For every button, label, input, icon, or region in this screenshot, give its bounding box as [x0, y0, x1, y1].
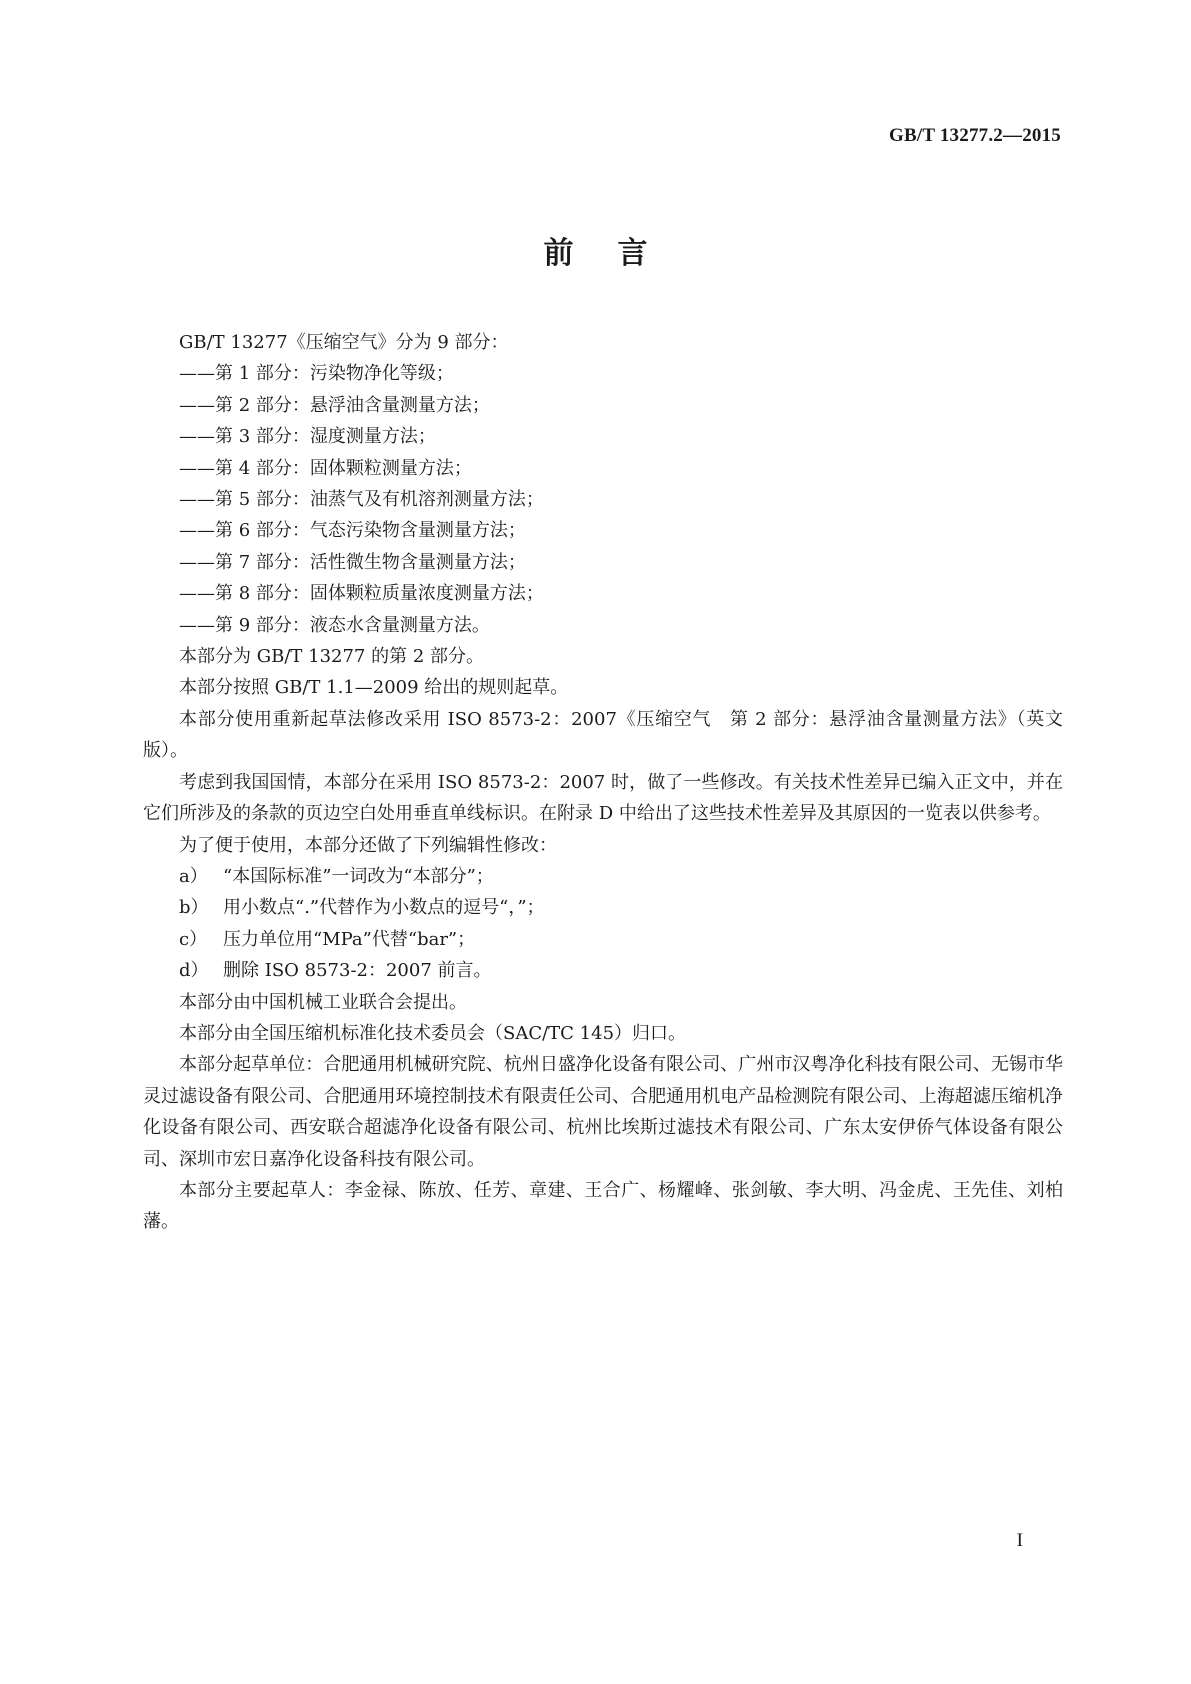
list-marker: a）: [179, 865, 208, 887]
list-item: ——第 9 部分：液态水含量测量方法。: [179, 614, 490, 636]
standard-number: GB/T 13277.2—2015: [889, 125, 1061, 146]
list-item: [143, 892, 1063, 923]
list-item-text: 用小数点“.”代替作为小数点的逗号“，”；: [223, 897, 545, 919]
list-item: [143, 955, 1063, 986]
page-number: I: [1016, 1530, 1023, 1551]
list-item: ——第 3 部分：湿度测量方法；: [179, 426, 436, 448]
list-item: ——第 2 部分：悬浮油含量测量方法；: [179, 394, 490, 416]
drafters-paragraph: 本部分主要起草人：李金禄、陈放、任芳、章建、王合广、杨耀峰、张剑敏、李大明、冯金虎、王先佳、刘柏藩。: [143, 1179, 1063, 1233]
parts-list: [143, 358, 1063, 641]
list-item: ——第 7 部分：活性微生物含量测量方法；: [179, 551, 526, 573]
list-item-text: 压力单位用“MPa”代替“bar”；: [223, 928, 476, 950]
list-item-text: 删除 ISO 8573-2：2007 前言。: [223, 960, 492, 982]
list-marker: c）: [179, 928, 208, 950]
paragraph: 本部分按照 GB/T 1.1—2009 给出的规则起草。: [179, 677, 569, 699]
paragraph: 本部分使用重新起草法修改采用 ISO 8573-2：2007《压缩空气 第 2 部分：悬浮油含量测量方法》（英文版）。: [143, 708, 1063, 762]
list-marker: d）: [179, 960, 209, 982]
list-item: ——第 8 部分：固体颗粒质量浓度测量方法；: [179, 583, 544, 605]
list-item: ——第 1 部分：污染物净化等级；: [179, 363, 454, 385]
document-body: [143, 327, 1063, 1238]
list-item: ——第 4 部分：固体颗粒测量方法；: [179, 457, 472, 479]
paragraph: 本部分由中国机械工业联合会提出。: [179, 991, 467, 1013]
list-marker: b）: [179, 897, 209, 919]
list-item: [143, 861, 1063, 892]
paragraph: 本部分由全国压缩机标准化技术委员会（SAC/TC 145）归口。: [179, 1022, 687, 1044]
edits-list: [143, 861, 1063, 987]
drafting-units-paragraph: 本部分起草单位：合肥通用机械研究院、杭州日盛净化设备有限公司、广州市汉粤净化科技有限公司、无锡市华灵过滤设备有限公司、合肥通用环境控制技术有限责任公司、合肥通用机电产品检测院有限公司、上海超滤压缩机净化设备有限公司、西安联合超滤净化设备有限公司、杭州比埃斯过滤技术有限公司、广东太安伊侨气体设备有限公司、深圳市宏日嘉净化设备科技有限公司。: [143, 1054, 1063, 1170]
list-item: ——第 6 部分：气态污染物含量测量方法；: [179, 520, 526, 542]
list-item: ——第 5 部分：油蒸气及有机溶剂测量方法；: [179, 489, 544, 511]
list-item: [143, 924, 1063, 955]
list-item-text: “本国际标准”一词改为“本部分”；: [223, 865, 494, 887]
page-title: 前言: [543, 236, 692, 271]
paragraph: 考虑到我国国情，本部分在采用 ISO 8573-2：2007 时，做了一些修改。有关技术性差异已编入正文中，并在它们所涉及的条款的页边空白处用垂直单线标识。在附录 D 中给出了这些技术性差异及其原因的一览表以供参考。: [143, 771, 1063, 825]
paragraph: 为了便于使用，本部分还做了下列编辑性修改：: [179, 834, 557, 856]
intro-paragraph: GB/T 13277《压缩空气》分为 9 部分：: [179, 332, 509, 353]
paragraph: 本部分为 GB/T 13277 的第 2 部分。: [179, 646, 484, 668]
